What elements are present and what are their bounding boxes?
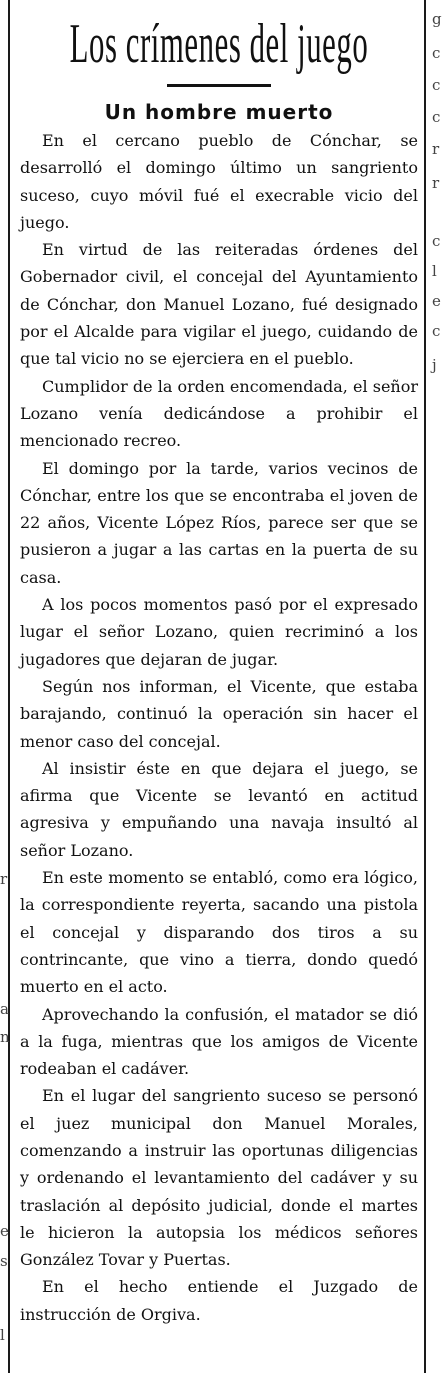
paragraph: Cumplidor de la orden encomendada, el señor Lozano venía dedicándose a prohibir el mencionado recreo. (20, 376, 418, 451)
subheadline: Un hombre muerto (104, 100, 334, 124)
paragraph: Según nos informan, el Vicente, que estaba barajando, continuó la operación sin hacer el menor caso del concejal. (20, 676, 418, 751)
article-column (20, 0, 418, 1328)
margin-fragment: e (0, 1222, 9, 1240)
paragraph: El domingo por la tarde, varios vecinos de Cónchar, entre los que se encontraba el joven de 22 años, Vicente López Ríos, parece ser que se pusieron a jugar a las cartas en la puerta de su casa. (20, 458, 418, 587)
headline: Los crímenes del juego (69, 13, 369, 75)
margin-fragment: c (432, 44, 441, 62)
headline-separator (167, 84, 271, 87)
margin-fragment: j (432, 356, 437, 374)
margin-fragment: l (0, 1326, 5, 1344)
margin-fragment: n (0, 1028, 10, 1046)
margin-fragment: r (432, 174, 440, 192)
margin-fragment: a (0, 1000, 9, 1018)
paragraph: A los pocos momentos pasó por el expresado lugar el señor Lozano, quien recriminó a los jugadores que dejaran de jugar. (20, 595, 418, 669)
margin-fragment: l (432, 262, 437, 280)
margin-fragment: s (0, 1252, 8, 1270)
left-column-rule (8, 0, 10, 1373)
margin-fragment: r (0, 870, 8, 888)
right-margin-fragments (430, 0, 445, 400)
paragraph: Aprovechando la confusión, el matador se dió a la fuga, mientras que los amigos de Vicente rodeaban el cadáver. (20, 1004, 418, 1079)
paragraph: En el lugar del sangriento suceso se personó el juez municipal don Manuel Morales, comenzando a instruir las oportunas diligencias y ordenando el levantamiento del cadáver y su traslación al depósito judicial, donde el martes le hicieron la autopsia los médicos señores González Tovar y Puertas. (20, 1086, 418, 1270)
margin-fragment: r (432, 140, 440, 158)
paragraph: Al insistir éste en que dejara el juego, se afirma que Vicente se levantó en actitud agresiva y empuñando una navaja insultó al señor Lozano. (20, 758, 418, 860)
margin-fragment: c (432, 232, 441, 250)
left-margin-fragments (0, 0, 8, 1373)
margin-fragment: c (432, 108, 441, 126)
margin-fragment: g (432, 10, 442, 28)
margin-fragment: c (432, 76, 441, 94)
paragraph: En el hecho entiende el Juzgado de instrucción de Orgiva. (20, 1277, 418, 1324)
right-column-rule (424, 0, 426, 1373)
margin-fragment: c (432, 322, 441, 340)
article-body (20, 127, 418, 1328)
paragraph: En este momento se entabló, como era lógico, la correspondiente reyerta, sacando una pistola el concejal y disparando dos tiros a su contrincante, que vino a tierra, dondo quedó muerto en el acto. (20, 868, 418, 997)
paragraph: En el cercano pueblo de Cónchar, se desarrolló el domingo último un sangriento suceso, cuyo móvil fué el execrable vicio del juego. (20, 131, 418, 232)
paragraph: En virtud de las reiteradas órdenes del Gobernador civil, el concejal del Ayuntamiento de Cónchar, don Manuel Lozano, fué designado por el Alcalde para vigilar el juego, cuidando de que tal vicio no se ejerciera en el pueblo. (20, 240, 418, 369)
margin-fragment: e (432, 292, 441, 310)
